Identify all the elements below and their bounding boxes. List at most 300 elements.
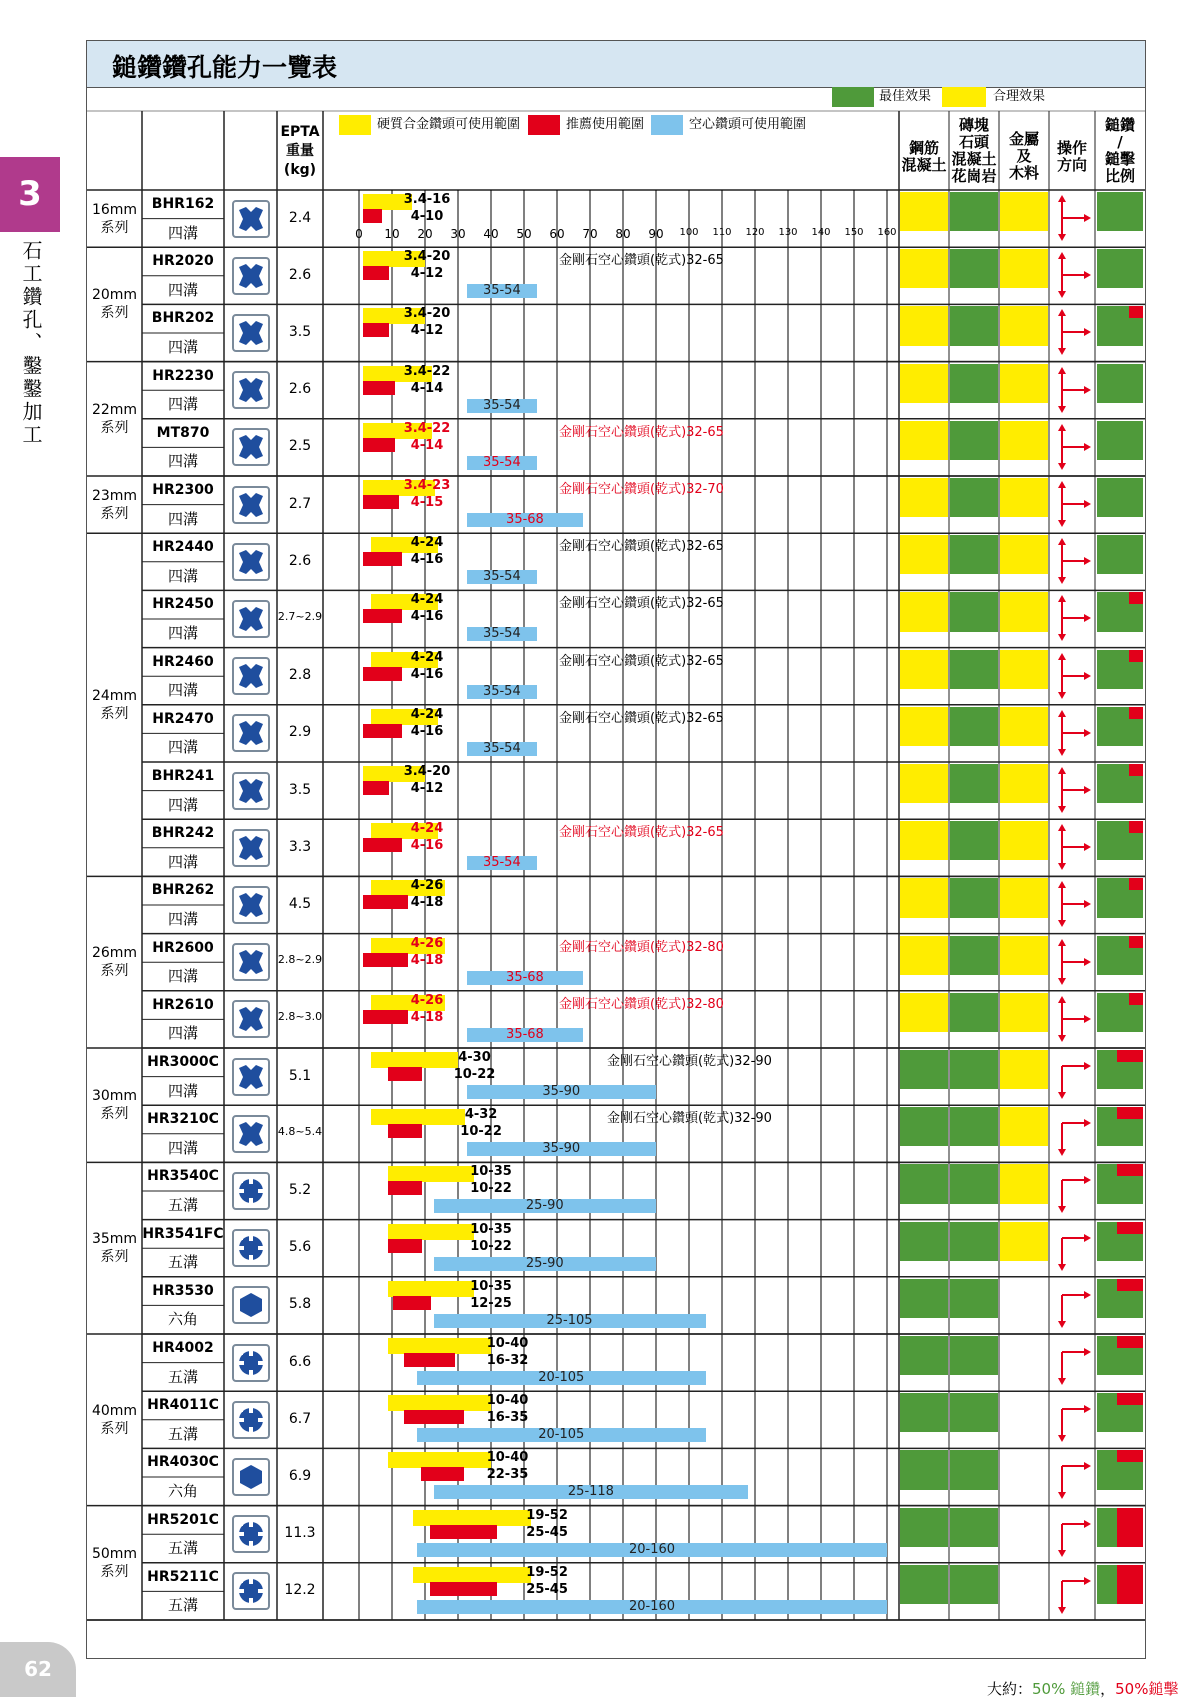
direction-arrow-icon (1054, 1452, 1094, 1500)
range-text-1: 25-45 (526, 1524, 568, 1540)
ratio-hammer-part (1117, 1336, 1143, 1348)
red-range-bar (388, 1181, 422, 1195)
flute-type: 四溝 (167, 509, 198, 528)
range-text-0: 4-24 (410, 821, 444, 837)
category-cell-2 (1000, 478, 1048, 517)
series-label: 16mm 系列 (91, 201, 138, 236)
category-cell-1 (950, 1393, 998, 1432)
model-name: HR2610 (152, 996, 214, 1013)
weight-value: 2.4 (288, 209, 312, 226)
category-cell-1 (950, 249, 998, 288)
range-text-2: 20-105 (538, 1427, 585, 1443)
ratio-cell (1097, 478, 1143, 517)
category-cell-1 (950, 1222, 998, 1261)
category-cell-0 (900, 306, 948, 345)
range-text-1: 4-14 (410, 437, 444, 453)
direction-arrow-icon (1054, 251, 1094, 299)
model-name: HR3540C (147, 1168, 219, 1185)
range-text-1: 4-15 (410, 495, 444, 510)
flute-type: 四溝 (167, 280, 198, 299)
range-text-0: 4-26 (410, 935, 444, 951)
category-cell-1 (950, 650, 998, 689)
red-range-bar (363, 266, 389, 280)
model-name: BHR242 (151, 825, 215, 842)
series-label: 40mm 系列 (91, 1402, 138, 1437)
footer-drill: 50% 鎚鑽 (1032, 1680, 1101, 1698)
bit-cross-icon (232, 314, 270, 352)
axis-tick-70: 70 (582, 227, 598, 241)
category-cell-0 (900, 1222, 948, 1261)
category-cell-0 (900, 421, 948, 460)
model-name: HR4002 (152, 1340, 214, 1356)
direction-arrow-icon (1054, 1395, 1094, 1443)
flute-type: 四溝 (167, 910, 198, 928)
category-cell-2 (1000, 592, 1048, 631)
ratio-hammer-part (1129, 306, 1143, 318)
category-cell-1 (950, 821, 998, 860)
model-name: HR2020 (152, 253, 214, 270)
core-bit-note: 金剛石空心鑽頭(乾式)32-70 (559, 482, 724, 497)
model-name: HR2450 (152, 596, 214, 613)
range-text-0: 10-35 (470, 1221, 512, 1237)
ratio-hammer-part (1117, 1164, 1143, 1176)
range-legend-label-2: 空心鑽頭可使用範圍 (689, 117, 807, 132)
category-cell-0 (900, 535, 948, 574)
category-cell-1 (950, 1164, 998, 1203)
range-legend-swatch-2 (651, 115, 683, 135)
ratio-hammer-part (1129, 878, 1143, 890)
range-text-0: 3.4-23 (403, 478, 451, 493)
red-range-bar (393, 1296, 431, 1310)
range-text-1: 16-32 (486, 1353, 529, 1368)
bit-cross-icon (232, 1401, 270, 1439)
range-text-2: 25-105 (546, 1312, 593, 1328)
hex-bit-icon (232, 1286, 270, 1324)
range-text-2: 35-54 (482, 683, 521, 699)
category-cell-0 (900, 1393, 948, 1432)
footer-prefix: 大約： (987, 1680, 1033, 1698)
red-range-bar (363, 323, 389, 337)
red-range-bar (388, 1067, 422, 1081)
weight-value: 2.7~2.9 (277, 610, 323, 623)
range-text-1: 4-18 (410, 952, 444, 968)
axis-tick-110: 110 (712, 227, 732, 238)
weight-value: 2.9 (288, 724, 312, 741)
category-cell-1 (950, 936, 998, 975)
flute-type: 五溝 (167, 1367, 198, 1386)
range-text-2: 35-54 (482, 397, 521, 413)
weight-value: 11.3 (284, 1525, 316, 1542)
flute-type: 四溝 (167, 395, 198, 414)
bit-cross-icon (232, 486, 270, 524)
weight-value: 2.6 (288, 266, 312, 283)
range-text-2: 35-90 (542, 1141, 581, 1157)
model-name: HR2440 (152, 539, 214, 556)
range-text-0: 4-30 (458, 1050, 491, 1065)
range-text-1: 4-16 (410, 723, 444, 739)
ratio-hammer-part (1117, 1450, 1143, 1462)
flute-type: 五溝 (167, 1596, 198, 1615)
axis-tick-40: 40 (483, 227, 499, 241)
axis-tick-50: 50 (516, 227, 532, 241)
range-text-2: 35-54 (482, 283, 521, 299)
model-name: HR5211C (147, 1568, 219, 1585)
core-bit-note: 金剛石空心鑽頭(乾式)32-65 (559, 710, 724, 726)
page-title: 鎚鑽鑽孔能力一覽表 (112, 53, 338, 82)
category-cell-0 (900, 1336, 948, 1375)
category-cell-1 (950, 878, 998, 917)
model-name: HR3000C (147, 1054, 219, 1070)
range-text-0: 4-24 (410, 535, 444, 551)
range-text-1: 25-45 (526, 1581, 568, 1597)
weight-value: 2.5 (288, 438, 312, 455)
flute-type: 四溝 (167, 681, 198, 700)
category-cell-2 (1000, 764, 1048, 803)
category-cell-1 (950, 478, 998, 517)
weight-value: 5.2 (288, 1182, 312, 1198)
bit-cross-icon (232, 886, 270, 924)
category-cell-0 (900, 478, 948, 517)
flute-type: 四溝 (167, 452, 198, 471)
flute-type: 四溝 (167, 566, 198, 585)
category-cell-2 (1000, 421, 1048, 460)
model-name: BHR202 (151, 310, 215, 327)
legend-reasonable-label: 合理效果 (993, 89, 1046, 104)
range-text-0: 3.4-22 (403, 420, 451, 436)
range-text-1: 4-12 (410, 323, 444, 339)
ratio-hammer-part (1129, 821, 1143, 833)
range-text-2: 20-160 (628, 1598, 676, 1614)
category-cell-0 (900, 764, 948, 803)
axis-tick-150: 150 (844, 227, 864, 238)
ratio-footnote (987, 1678, 1178, 1699)
legend-best-swatch (832, 87, 874, 107)
category-cell-1 (950, 421, 998, 460)
category-cell-2 (1000, 306, 1048, 345)
range-text-1: 4-16 (410, 666, 444, 682)
bit-cross-icon (232, 543, 270, 581)
range-text-2: 35-54 (482, 855, 521, 871)
range-legend-swatch-1 (528, 115, 560, 135)
range-text-0: 4-32 (464, 1107, 498, 1123)
bit-cross-icon (232, 428, 270, 466)
range-text-0: 3.4-22 (403, 363, 451, 379)
range-text-0: 3.4-20 (403, 764, 451, 779)
category-cell-2 (1000, 650, 1048, 689)
range-text-1: 4-16 (410, 552, 444, 568)
core-bit-note: 金剛石空心鑽頭(乾式)32-65 (559, 253, 724, 269)
range-text-0: 10-40 (486, 1336, 529, 1351)
direction-arrow-icon (1054, 1224, 1094, 1272)
category-cell-0 (900, 1279, 948, 1318)
category-cell-1 (950, 535, 998, 574)
category-cell-1 (950, 306, 998, 345)
range-text-2: 35-54 (482, 569, 521, 585)
red-range-bar (421, 1467, 464, 1481)
direction-arrow-icon (1054, 938, 1094, 986)
range-text-0: 4-24 (410, 649, 444, 665)
category-cell-2 (1000, 821, 1048, 860)
red-range-bar (388, 1239, 422, 1253)
category-cell-0 (900, 364, 948, 403)
direction-arrow-icon (1054, 709, 1094, 757)
bit-cross-icon (232, 1229, 270, 1267)
category-cell-0 (900, 650, 948, 689)
capacity-table (86, 40, 1179, 1698)
flute-type: 四溝 (167, 967, 198, 986)
category-cell-0 (900, 1164, 948, 1203)
core-bit-note: 金剛石空心鑽頭(乾式)32-65 (559, 424, 724, 440)
red-range-bar (388, 1124, 422, 1138)
ratio-hammer-part (1117, 1222, 1143, 1234)
core-bit-note: 金剛石空心鑽頭(乾式)32-90 (607, 1054, 772, 1069)
range-text-2: 20-105 (538, 1370, 585, 1385)
axis-tick-140: 140 (811, 227, 831, 238)
model-name: BHR241 (151, 768, 215, 784)
category-cell-1 (950, 1279, 998, 1318)
range-text-0: 3.4-20 (403, 249, 451, 265)
category-cell-2 (1000, 993, 1048, 1032)
direction-arrow-icon (1054, 537, 1094, 585)
category-cell-0 (900, 1107, 948, 1146)
bit-cross-icon (232, 1058, 270, 1096)
ratio-hammer-part (1129, 650, 1143, 662)
bit-cross-icon (232, 657, 270, 695)
flute-type: 四溝 (167, 795, 198, 814)
range-text-0: 10-40 (486, 1393, 529, 1409)
direction-arrow-icon (1054, 1052, 1094, 1100)
category-cell-2 (1000, 878, 1048, 917)
core-bit-note: 金剛石空心鑽頭(乾式)32-90 (607, 1111, 772, 1127)
model-name: HR5201C (147, 1511, 219, 1528)
ratio-hammer-part (1129, 936, 1143, 948)
range-text-2: 35-68 (506, 512, 544, 527)
model-name: HR3541FC (142, 1225, 224, 1242)
bit-cross-icon (232, 1344, 270, 1382)
bit-cross-icon (232, 1000, 270, 1038)
category-cell-2 (1000, 249, 1048, 288)
category-cell-0 (900, 592, 948, 631)
direction-arrow-icon (1054, 423, 1094, 471)
direction-arrow-icon (1054, 1567, 1094, 1615)
category-cell-0 (900, 1050, 948, 1089)
bit-cross-icon (232, 257, 270, 295)
range-text-1: 4-16 (410, 609, 444, 625)
range-text-1: 10-22 (470, 1238, 512, 1254)
bit-cross-icon (232, 1115, 270, 1153)
direction-arrow-icon (1054, 1510, 1094, 1558)
range-text-0: 4-24 (410, 706, 444, 722)
direction-arrow-icon (1054, 766, 1094, 814)
category-cell-0 (900, 993, 948, 1032)
weight-value: 3.5 (288, 324, 312, 340)
weight-value: 5.6 (288, 1239, 312, 1256)
range-text-0: 3.4-20 (403, 306, 451, 322)
range-text-0: 4-26 (410, 878, 444, 894)
category-cell-1 (950, 1508, 998, 1547)
category-cell-0 (900, 1508, 948, 1547)
category-cell-0 (900, 707, 948, 746)
direction-arrow-icon (1054, 1338, 1094, 1386)
range-text-1: 4-14 (410, 380, 444, 396)
flute-type: 四溝 (167, 1081, 198, 1100)
axis-tick-160: 160 (877, 227, 897, 238)
bit-cross-icon (232, 1172, 270, 1210)
category-cell-0 (900, 936, 948, 975)
model-name: HR2460 (152, 653, 214, 670)
flute-type: 六角 (167, 1310, 198, 1329)
ratio-cell (1097, 249, 1143, 288)
series-label: 24mm 系列 (91, 687, 138, 722)
category-cell-1 (950, 1565, 998, 1604)
core-bit-note: 金剛石空心鑽頭(乾式)32-65 (559, 539, 724, 555)
red-range-bar (430, 1582, 498, 1596)
weight-value: 5.8 (288, 1296, 312, 1313)
range-text-0: 10-35 (470, 1164, 512, 1180)
weight-value: 2.6 (288, 552, 312, 569)
bit-cross-icon (232, 943, 270, 981)
axis-tick-10: 10 (384, 227, 400, 241)
series-label: 23mm 系列 (91, 487, 138, 522)
weight-value: 3.3 (288, 838, 312, 855)
range-text-1: 4-18 (410, 895, 444, 911)
weight-value: 6.6 (288, 1353, 312, 1370)
legend-reasonable-swatch (942, 87, 986, 107)
range-text-0: 19-52 (526, 1507, 568, 1523)
direction-arrow-icon (1054, 594, 1094, 642)
red-range-bar (404, 1410, 464, 1424)
category-cell-1 (950, 364, 998, 403)
category-cell-2 (1000, 1164, 1048, 1203)
series-label: 20mm 系列 (91, 287, 138, 322)
weight-value: 2.8~3.0 (277, 1010, 323, 1024)
range-text-1: 10-22 (453, 1067, 496, 1082)
category-header-4: 鎚鑽 / 鎚擊 比例 (1104, 116, 1135, 185)
series-label: 50mm 系列 (91, 1545, 138, 1580)
range-text-2: 35-54 (482, 454, 521, 470)
direction-arrow-icon (1054, 1281, 1094, 1329)
category-cell-0 (900, 1565, 948, 1604)
range-text-2: 25-90 (525, 1255, 564, 1271)
direction-arrow-icon (1054, 652, 1094, 700)
range-text-1: 16-35 (486, 1410, 529, 1426)
range-text-2: 35-54 (482, 626, 521, 642)
category-cell-1 (950, 192, 998, 231)
range-text-1: 10-22 (460, 1124, 502, 1140)
chapter-tab: 3 (0, 157, 60, 232)
ratio-hammer-part (1117, 1050, 1143, 1062)
series-label: 26mm 系列 (91, 945, 138, 980)
flute-type: 六角 (167, 1482, 198, 1500)
ratio-cell (1097, 192, 1143, 231)
range-text-2: 20-160 (628, 1541, 676, 1557)
series-label: 22mm 系列 (91, 401, 138, 436)
category-cell-1 (950, 707, 998, 746)
axis-tick-0: 0 (355, 227, 363, 241)
direction-arrow-icon (1054, 1109, 1094, 1157)
red-range-bar (363, 781, 389, 795)
weight-value: 2.7 (288, 495, 312, 512)
flute-type: 四溝 (167, 223, 198, 242)
category-cell-1 (950, 1107, 998, 1146)
category-cell-2 (1000, 1107, 1048, 1146)
category-cell-0 (900, 249, 948, 288)
weight-value: 5.1 (288, 1067, 312, 1084)
ratio-hammer-part (1129, 592, 1143, 604)
model-name: HR2230 (152, 367, 214, 384)
axis-tick-90: 90 (648, 227, 664, 241)
weight-value: 4.8~5.4 (277, 1124, 323, 1138)
range-text-1: 4-12 (410, 781, 444, 796)
range-text-1: 12-25 (470, 1295, 512, 1311)
category-cell-2 (1000, 707, 1048, 746)
category-cell-0 (900, 878, 948, 917)
range-text-0: 4-24 (410, 592, 444, 608)
range-text-2: 35-90 (542, 1084, 581, 1099)
ratio-hammer-part (1117, 1393, 1143, 1405)
range-text-1: 4-16 (410, 838, 444, 854)
range-text-2: 35-68 (506, 969, 544, 985)
category-cell-2 (1000, 1050, 1048, 1089)
category-cell-0 (900, 1450, 948, 1489)
bit-cross-icon (232, 714, 270, 752)
bit-cross-icon (232, 371, 270, 409)
category-cell-2 (1000, 1222, 1048, 1261)
core-bit-note: 金剛石空心鑽頭(乾式)32-80 (559, 996, 724, 1012)
core-bit-note: 金剛石空心鑽頭(乾式)32-65 (559, 653, 724, 669)
range-text-1: 22-35 (486, 1467, 529, 1483)
model-name: HR2600 (152, 939, 214, 956)
category-header-0: 鋼筋 混凝土 (901, 139, 947, 174)
red-range-bar (404, 1353, 454, 1367)
page-number: 62 (0, 1642, 76, 1697)
category-cell-1 (950, 1336, 998, 1375)
model-name: MT870 (156, 424, 210, 441)
flute-type: 五溝 (167, 1539, 198, 1558)
category-cell-1 (950, 592, 998, 631)
direction-arrow-icon (1054, 366, 1094, 414)
model-name: BHR162 (151, 196, 215, 212)
axis-tick-20: 20 (417, 227, 433, 241)
axis-tick-100: 100 (679, 227, 699, 238)
direction-arrow-icon (1054, 480, 1094, 528)
flute-type: 五溝 (167, 1196, 198, 1214)
flute-type: 四溝 (167, 1024, 198, 1043)
ratio-hammer-part (1117, 1107, 1143, 1119)
category-cell-1 (950, 1450, 998, 1489)
range-legend-label-1: 推薦使用範圍 (566, 117, 645, 132)
category-cell-2 (1000, 192, 1048, 231)
model-name: BHR262 (151, 882, 215, 899)
bit-cross-icon (232, 200, 270, 238)
range-text-1: 4-10 (410, 209, 444, 224)
category-cell-1 (950, 993, 998, 1032)
model-name: HR3530 (152, 1282, 214, 1299)
category-header-1: 磚塊 石頭 混凝土 花崗岩 (951, 116, 997, 185)
ratio-cell (1097, 535, 1143, 574)
category-header-3: 操作 方向 (1056, 139, 1087, 174)
model-name: HR2470 (152, 710, 214, 727)
core-bit-note: 金剛石空心鑽頭(乾式)32-65 (559, 596, 724, 612)
model-name: HR4030C (147, 1454, 219, 1471)
weight-value: 6.7 (288, 1410, 312, 1427)
range-text-0: 10-35 (470, 1278, 512, 1294)
core-bit-note: 金剛石空心鑽頭(乾式)32-80 (559, 939, 724, 955)
hex-bit-icon (232, 1458, 270, 1496)
range-text-2: 25-90 (525, 1198, 564, 1214)
category-cell-2 (1000, 936, 1048, 975)
ratio-hammer-part (1129, 707, 1143, 719)
